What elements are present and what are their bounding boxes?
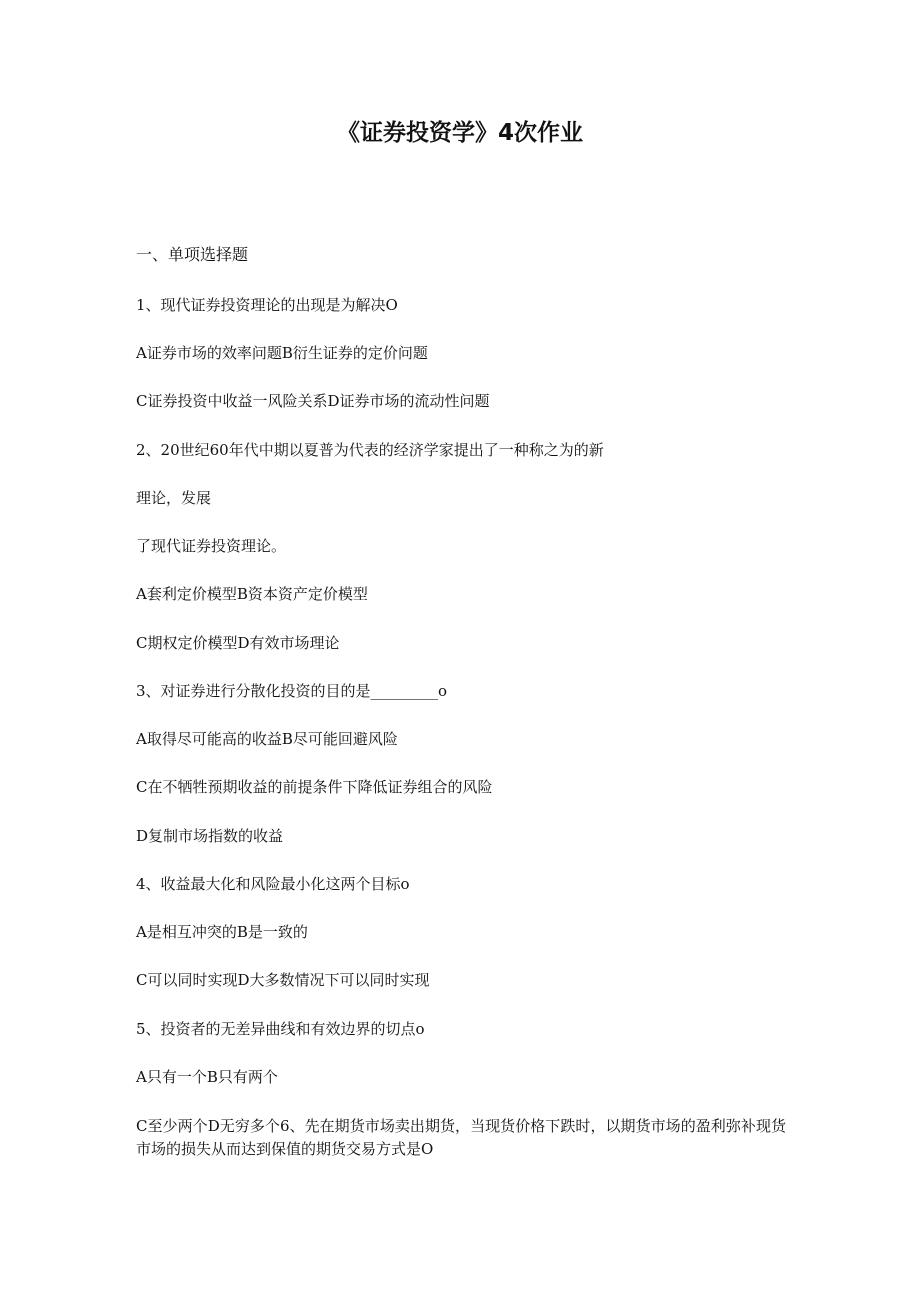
question-3-option-c: C在不牺牲预期收益的前提条件下降低证券组合的风险 (136, 778, 493, 796)
question-3-option-d: D复制市场指数的收益 (136, 827, 284, 845)
question-4-options-ab: A是相互冲突的B是一致的 (136, 923, 308, 941)
section-heading: 一、单项选择题 (136, 245, 249, 264)
question-5-options-ab: A只有一个B只有两个 (136, 1068, 278, 1086)
question-4-options-cd: C可以同时实现D大多数情况下可以同时实现 (136, 971, 430, 989)
question-2-text-end: 了现代证券投资理论。 (136, 537, 287, 555)
question-4-text: 4、收益最大化和风险最小化这两个目标o (136, 875, 410, 893)
question-2-options-ab: A套利定价模型B资本资产定价模型 (136, 585, 368, 603)
question-1-options-ab: A证券市场的效率问题B衍生证券的定价问题 (136, 344, 428, 362)
question-2-text-continued: 理论，发展 (136, 489, 212, 507)
question-5-text: 5、投资者的无差异曲线和有效边界的切点o (136, 1020, 425, 1038)
question-1-options-cd: C证券投资中收益一风险关系D证券市场的流动性问题 (136, 392, 490, 410)
question-3-text: 3、对证券进行分散化投资的目的是_________o (136, 682, 448, 700)
question-2-options-cd: C期权定价模型D有效市场理论 (136, 634, 340, 652)
question-2-text: 2、20世纪60年代中期以夏普为代表的经济学家提出了一种称之为的新 (136, 441, 604, 459)
document-title: 《证券投资学》4次作业 (336, 120, 583, 146)
question-5-options-cd-and-question-6: C至少两个D无穷多个6、先在期货市场卖出期货，当现货价格下跌时，以期货市场的盈利弥补现货市场的损失从而达到保值的期货交易方式是O (136, 1117, 786, 1158)
question-3-options-ab: A取得尽可能高的收益B尽可能回避风险 (136, 730, 398, 748)
question-1-text: 1、现代证券投资理论的出现是为解决O (136, 296, 398, 314)
